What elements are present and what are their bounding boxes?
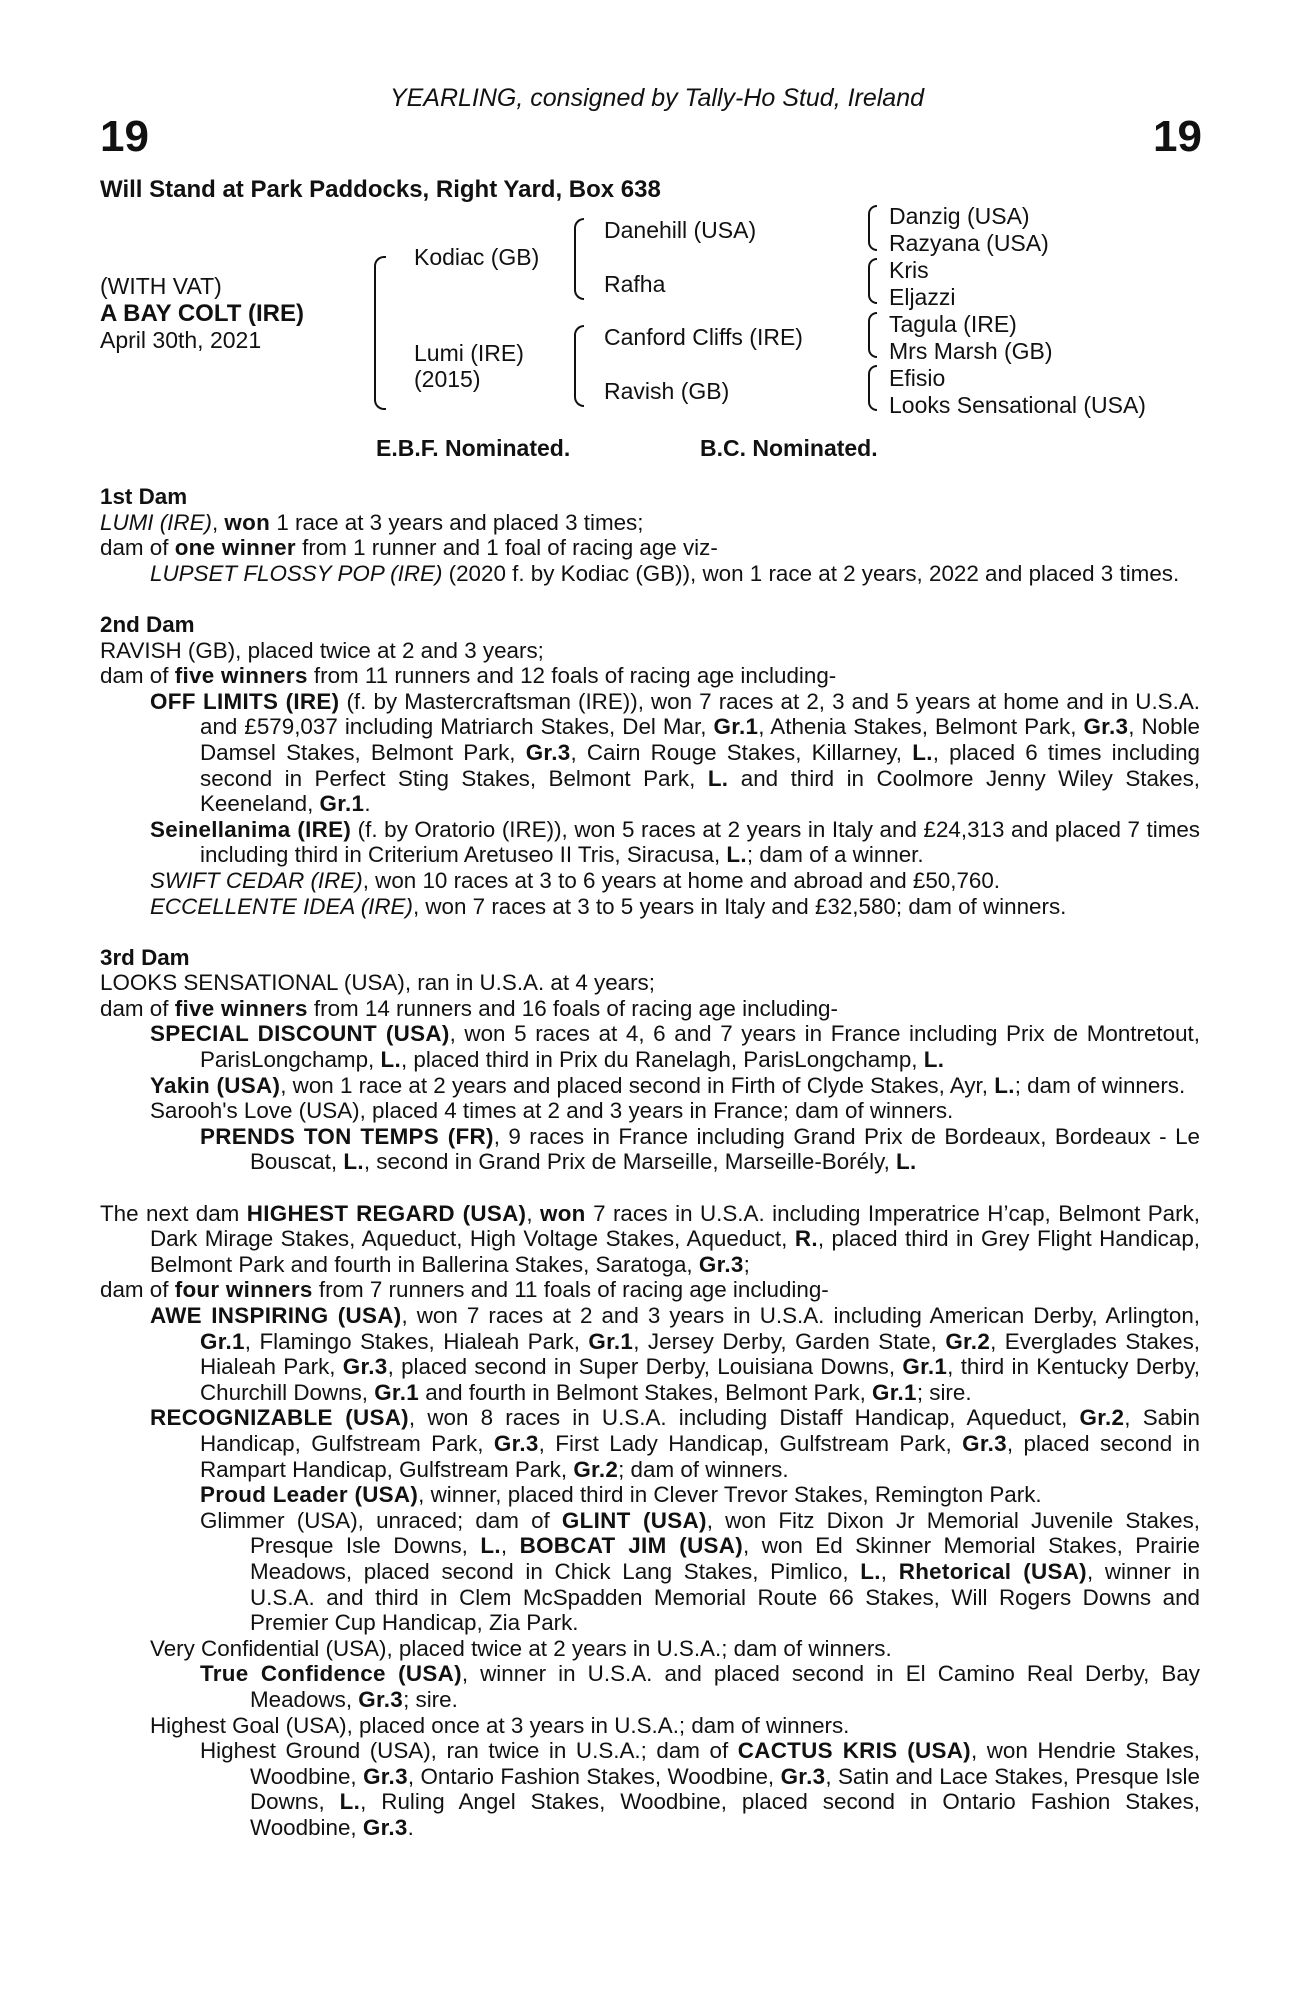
produce-entry [100, 868, 1200, 894]
bc-nomination: B.C. Nominated. [700, 435, 878, 461]
produce-entry [100, 1303, 1200, 1405]
bold-text: Gr.3 [1083, 714, 1129, 740]
text-run: , [880, 1558, 899, 1584]
produce-entry [100, 1021, 1200, 1072]
dam-line [100, 638, 1200, 664]
bold-text: Gr.1 [713, 714, 759, 740]
bold-text: Gr.1 [588, 1328, 634, 1354]
pedigree-bracket [868, 365, 877, 411]
text-run: Sarooh's Love (USA), placed 4 times at 2 and 3 years in France; dam of winners. [150, 1098, 954, 1124]
produce-summary [100, 996, 1200, 1022]
text-run: , Ruling Angel Stakes, Woodbine, placed second in Ontario Fashion Stakes, Woodbine, [250, 1789, 1200, 1840]
bold-text: L. [380, 1047, 401, 1073]
produce-entry [100, 1738, 1200, 1840]
catalogue-body [100, 484, 1200, 1840]
bold-text: Gr.3 [358, 1686, 404, 1712]
italic-text: ECCELLENTE IDEA (IRE) [150, 893, 413, 919]
text-run: dam of [100, 995, 175, 1021]
bold-text: four winners [174, 1277, 313, 1303]
text-run: ; [743, 1251, 750, 1277]
pedigree-bracket [868, 258, 877, 304]
text-run: Highest Ground (USA), ran twice in U.S.A.; dam of [200, 1738, 738, 1764]
gen3-ancestor: Looks Sensational (USA) [889, 392, 1146, 418]
next-dam-section [100, 1201, 1200, 1841]
text-run: dam of [100, 1277, 175, 1303]
bold-text: won [539, 1200, 586, 1226]
text-run: and fourth in Belmont Stakes, Belmont Park, [419, 1379, 873, 1405]
bold-text: RECOGNIZABLE (USA) [150, 1405, 409, 1431]
produce-entry [100, 561, 1200, 587]
text-run: ; dam of winners. [1014, 1072, 1186, 1098]
text-run: The next dam [100, 1200, 247, 1226]
bold-text: GLINT (USA) [561, 1507, 707, 1533]
gen3-ancestor: Tagula (IRE) [889, 311, 1017, 337]
bold-text: Gr.1 [200, 1328, 245, 1354]
lot-number-left: 19 [100, 112, 149, 161]
text-run: from 1 runner and 1 foal of racing age viz- [295, 535, 718, 561]
text-run: ; dam of a winner. [746, 842, 924, 868]
text-run: ; dam of winners. [618, 1456, 789, 1482]
dam-year: (2015) [414, 366, 481, 392]
bold-text: L. [707, 765, 729, 791]
bold-text: Rhetorical (USA) [898, 1558, 1087, 1584]
italic-text: LUPSET FLOSSY POP (IRE) [150, 560, 443, 586]
text-run: LOOKS SENSATIONAL (USA), ran in U.S.A. at 4 years; [100, 970, 655, 996]
text-run: from 11 runners and 12 foals of racing age including- [307, 663, 837, 689]
text-run: from 7 runners and 11 foals of racing age including- [312, 1277, 829, 1303]
bold-text: BOBCAT JIM (USA) [519, 1533, 743, 1559]
text-run: from 14 runners and 16 foals of racing age including- [307, 995, 838, 1021]
produce-entry [100, 1713, 1200, 1739]
bold-text: Gr.3 [780, 1763, 826, 1789]
bold-text: True Confidence (USA) [200, 1661, 462, 1687]
bold-text: Gr.3 [493, 1430, 539, 1456]
dam-line [100, 1201, 1200, 1278]
produce-entry [100, 1482, 1200, 1508]
bold-text: Yakin (USA) [150, 1072, 281, 1098]
dam-line [100, 970, 1200, 996]
bold-text: CACTUS KRIS (USA) [737, 1738, 971, 1764]
text-run: , won Fitz Dixon Jr Memorial Juvenile Stakes, Presque Isle Downs, [250, 1507, 1200, 1559]
text-run: , won 1 race at 2 years and placed second in Firth of Clyde Stakes, Ayr, [280, 1072, 995, 1098]
bold-text: Gr.3 [362, 1814, 408, 1840]
text-run: (f. by Mastercraftsman (IRE)), won 7 races at 2, 3 and 5 years at home and in U.S.A. and £579,037 including Matriarch Stakes, Del Mar, [200, 688, 1200, 740]
bold-text: SPECIAL DISCOUNT (USA) [150, 1021, 450, 1047]
text-run: , placed second in Super Derby, Louisiana Downs, [387, 1354, 903, 1380]
text-run: , won Ed Skinner Memorial Stakes, Prairie Meadows, placed second in Chick Lang Stakes, Pimlico, [250, 1533, 1200, 1584]
text-run: , Flamingo Stakes, Hialeah Park, [244, 1328, 589, 1354]
bold-text: Gr.3 [698, 1251, 744, 1277]
text-run: , winner in U.S.A. and third in Clem McSpadden Memorial Route 66 Stakes, Will Rogers Downs and Premier Cup Handicap, Zia Park. [250, 1558, 1200, 1636]
text-run: RAVISH (GB), placed twice at 2 and 3 years; [100, 637, 544, 663]
produce-entry [100, 1508, 1200, 1636]
dam-line [100, 510, 1200, 536]
text-run: , won 5 races at 4, 6 and 7 years in France including Prix de Montretout, ParisLongchamp, [200, 1021, 1200, 1073]
text-run: , Cairn Rouge Stakes, Killarney, [570, 739, 913, 765]
pedigree-bracket [574, 218, 584, 300]
location-line: Will Stand at Park Paddocks, Right Yard, Box 638 [100, 176, 661, 203]
gen3-ancestor: Kris [889, 257, 929, 283]
text-run: , second in Grand Prix de Marseille, Marseille-Borély, [363, 1149, 897, 1175]
foaling-date: April 30th, 2021 [100, 327, 262, 353]
bold-text: Proud Leader (USA) [200, 1482, 419, 1508]
text-run: , Jersey Derby, Garden State, [633, 1328, 946, 1354]
text-run: , placed third in Grey Flight Handicap, Belmont Park and fourth in Ballerina Stakes, Saratoga, [150, 1226, 1200, 1277]
produce-entry [100, 1636, 1200, 1662]
gen3-ancestor: Efisio [889, 365, 946, 391]
bold-text: L. [480, 1533, 501, 1559]
grandsire: Danehill (USA) [604, 217, 757, 243]
bold-text: L. [912, 739, 933, 765]
bold-text: Gr.3 [363, 1763, 408, 1789]
produce-entry [100, 1073, 1200, 1099]
horse-name: A BAY COLT (IRE) [100, 300, 305, 327]
text-run: , placed third in Prix du Ranelagh, ParisLongchamp, [400, 1047, 924, 1073]
lot-number-right: 19 [1153, 112, 1202, 161]
bold-text: won [224, 509, 271, 535]
text-run: , placed 6 times including second in Perfect Sting Stakes, Belmont Park, [200, 739, 1200, 791]
gen3-ancestor: Eljazzi [889, 284, 956, 310]
produce-entry [100, 1124, 1200, 1175]
bold-text: L. [994, 1072, 1015, 1098]
grandsire: Canford Cliffs (IRE) [604, 324, 803, 350]
text-run: , First Lady Handicap, Gulfstream Park, [538, 1430, 963, 1456]
text-run: , Noble Damsel Stakes, Belmont Park, [200, 714, 1200, 765]
text-run: , won 7 races at 3 to 5 years in Italy and £32,580; dam of winners. [412, 893, 1067, 919]
text-run: , Ontario Fashion Stakes, Woodbine, [407, 1763, 781, 1789]
text-run: , third in Kentucky Derby, Churchill Downs, [200, 1354, 1200, 1405]
pedigree-bracket [868, 205, 877, 251]
text-run: and third in Coolmore Jenny Wiley Stakes, Keeneland, [200, 765, 1200, 817]
italic-text: LUMI (IRE) [100, 509, 212, 535]
bold-text: HIGHEST REGARD (USA) [246, 1200, 527, 1226]
granddam: Ravish (GB) [604, 378, 730, 404]
gen3-ancestor: Danzig (USA) [889, 203, 1030, 229]
bold-text: Gr.1 [902, 1354, 948, 1380]
produce-summary [100, 535, 1200, 561]
text-run: , won 8 races in U.S.A. including Distaff Handicap, Aqueduct, [408, 1405, 1080, 1431]
bold-text: L. [343, 1149, 364, 1175]
text-run: , Everglades Stakes, Hialeah Park, [200, 1328, 1200, 1380]
bold-text: L. [860, 1558, 881, 1584]
text-run: , winner in U.S.A. and placed second in El Camino Real Derby, Bay Meadows, [250, 1661, 1200, 1712]
produce-summary [100, 1277, 1200, 1303]
vat-label: (WITH VAT) [100, 273, 222, 299]
bold-text: Gr.1 [319, 791, 365, 817]
text-run: , Sabin Handicap, Gulfstream Park, [200, 1405, 1200, 1456]
bold-text: five winners [174, 995, 308, 1021]
produce-entry [100, 1661, 1200, 1712]
text-run: , 9 races in France including Grand Prix de Bordeaux, Bordeaux - Le Bouscat, [250, 1123, 1200, 1175]
gen3-ancestor: Mrs Marsh (GB) [889, 338, 1053, 364]
text-run: , Athenia Stakes, Belmont Park, [758, 714, 1084, 740]
text-run: (2020 f. by Kodiac (GB)), won 1 race at 2 years, 2022 and placed 3 times. [442, 560, 1180, 586]
text-run: . [407, 1814, 414, 1840]
horse-info [100, 273, 304, 354]
bold-text: OFF LIMITS (IRE) [150, 688, 340, 714]
bold-text: L. [896, 1149, 917, 1175]
third-dam-section [100, 945, 1200, 1175]
text-run: , won 7 races at 2 and 3 years in U.S.A. including American Derby, Arlington, [401, 1303, 1200, 1328]
bold-text: AWE INSPIRING (USA) [150, 1303, 402, 1328]
bold-text: five winners [174, 663, 308, 689]
bold-text: L. [726, 842, 747, 868]
text-run: , won 10 races at 3 to 6 years at home and abroad and £50,760. [362, 867, 1001, 893]
bold-text: Gr.3 [525, 739, 571, 765]
bold-text: L. [339, 1789, 361, 1815]
bold-text: L. [923, 1047, 945, 1073]
section-title: 2nd Dam [100, 611, 195, 637]
produce-entry [100, 817, 1200, 868]
section-title: 3rd Dam [100, 944, 190, 970]
bold-text: Gr.2 [945, 1328, 991, 1354]
produce-entry [100, 894, 1200, 920]
pedigree-bracket [868, 312, 877, 358]
text-run: , [500, 1533, 520, 1559]
bold-text: Gr.2 [573, 1456, 619, 1482]
pedigree-bracket [374, 256, 386, 410]
produce-entry [100, 1098, 1200, 1124]
second-dam-section [100, 612, 1200, 919]
text-run: , [211, 509, 225, 535]
produce-entry [100, 689, 1200, 817]
text-run: , won Hendrie Stakes, Woodbine, [250, 1738, 1201, 1789]
consignment-heading: YEARLING, consigned by Tally-Ho Stud, Ireland [389, 84, 925, 112]
text-run: , placed second in Rampart Handicap, Gulfstream Park, [200, 1430, 1201, 1482]
bold-text: Gr.2 [1079, 1405, 1125, 1431]
text-run: dam of [100, 535, 175, 561]
produce-summary [100, 663, 1200, 689]
text-run: Glimmer (USA), unraced; dam of [200, 1507, 562, 1533]
text-run: 1 race at 3 years and placed 3 times; [270, 509, 644, 535]
produce-entry [100, 1405, 1200, 1482]
bold-text: PRENDS TON TEMPS (FR) [200, 1123, 494, 1149]
bold-text: Gr.3 [342, 1354, 388, 1380]
text-run: , winner, placed third in Clever Trevor Stakes, Remington Park. [418, 1482, 1042, 1508]
dam: Lumi (IRE) [414, 340, 524, 366]
bold-text: Gr.1 [872, 1379, 917, 1405]
bold-text: one winner [174, 535, 296, 561]
text-run: ; sire. [916, 1379, 972, 1405]
ebf-nomination: E.B.F. Nominated. [376, 435, 571, 461]
section-title: 1st Dam [100, 484, 188, 509]
text-run: Highest Goal (USA), placed once at 3 years in U.S.A.; dam of winners. [150, 1712, 850, 1738]
text-run: , [526, 1200, 540, 1226]
text-run: , Satin and Lace Stakes, Presque Isle Downs, [250, 1763, 1200, 1815]
bold-text: Seinellanima (IRE) [150, 816, 352, 842]
bold-text: R. [794, 1226, 818, 1252]
text-run: Very Confidential (USA), placed twice at 2 years in U.S.A.; dam of winners. [150, 1635, 892, 1661]
gen3-ancestor: Razyana (USA) [889, 230, 1049, 256]
text-run: . [364, 791, 371, 817]
bold-text: Gr.3 [962, 1430, 1007, 1456]
pedigree-bracket [574, 325, 584, 407]
text-run: (f. by Oratorio (IRE)), won 5 races at 2 years in Italy and £24,313 and placed 7 times including third in Criterium Aretuseo II Tris, Siracusa, [200, 816, 1201, 868]
sire: Kodiac (GB) [414, 244, 540, 270]
bold-text: Gr.1 [374, 1379, 419, 1405]
granddam: Rafha [604, 271, 666, 297]
italic-text: SWIFT CEDAR (IRE) [150, 867, 363, 893]
text-run: 7 races in U.S.A. including Imperatrice H’cap, Belmont Park, Dark Mirage Stakes, Aqueduct, High Voltage Stakes, Aqueduct, [150, 1200, 1201, 1252]
text-run: dam of [100, 663, 175, 689]
first-dam-section [100, 484, 1200, 586]
text-run: ; sire. [403, 1686, 458, 1712]
